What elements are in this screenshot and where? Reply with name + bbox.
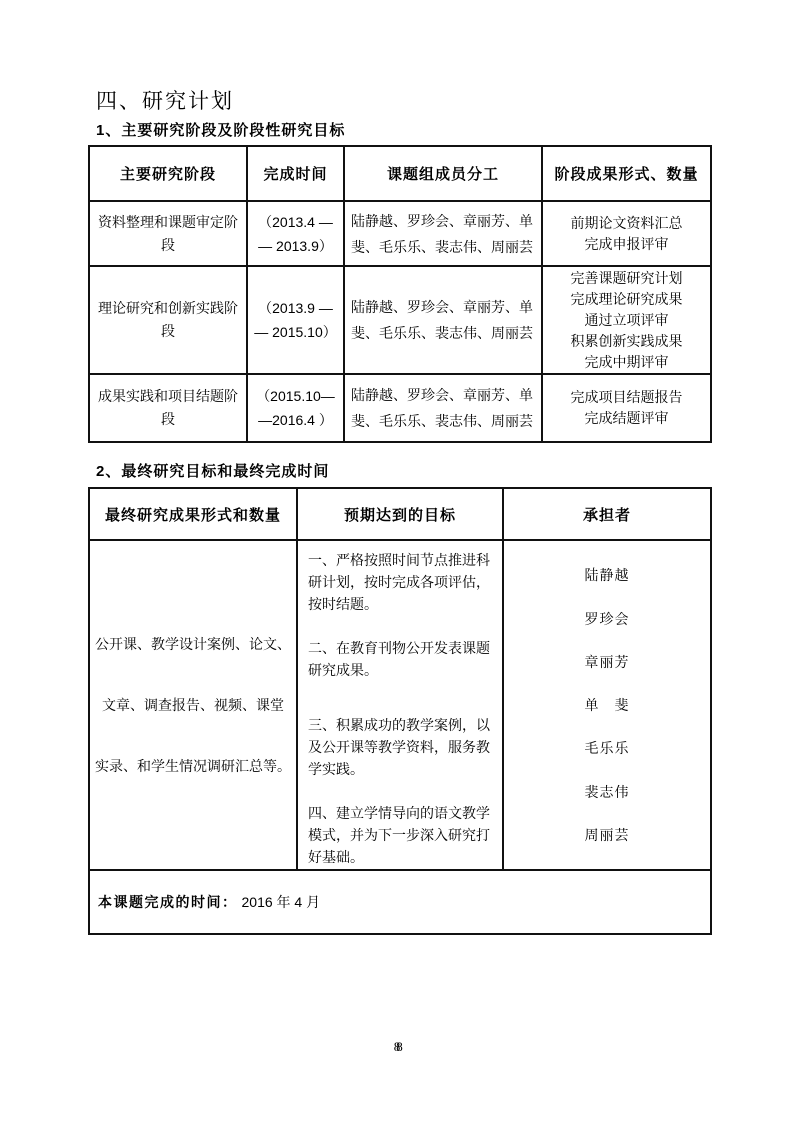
undertaker-name: 裴志伟 [584, 783, 630, 800]
time-line: （2013.9 — [258, 300, 333, 316]
result-line: 完成中期评审 [584, 353, 669, 370]
undertaker-name: 罗珍会 [584, 610, 630, 627]
table-row [89, 540, 711, 870]
undertaker-name: 周丽芸 [584, 826, 630, 843]
stage-cell: 成果实践和项目结题阶段 [89, 374, 247, 442]
page-number: 8 [393, 1039, 401, 1054]
goal-item: 一、严格按照时间节点推进科研计划，按时完成各项评估，按时结题。 [308, 552, 490, 612]
undertaker-name: 单 斐 [584, 697, 630, 713]
research-stages-table [88, 145, 712, 443]
goals-cell [297, 540, 503, 870]
final-goals-table [88, 487, 712, 935]
form-line: 实录、和学生情况调研汇总等。 [95, 758, 291, 774]
completion-label: 本课题完成的时间： [98, 894, 238, 910]
time-cell [247, 266, 344, 374]
result-line: 完成理论研究成果 [570, 290, 683, 307]
time-line: （2015.10— [256, 388, 335, 404]
time-line: —2016.4 ） [258, 412, 333, 428]
t2-header-undertakers: 承担者 [503, 488, 711, 540]
time-line: — 2015.10） [254, 324, 337, 340]
t1-header-results: 阶段成果形式、数量 [542, 146, 711, 201]
completion-row [89, 870, 711, 934]
stage-cell: 理论研究和创新实践阶段 [89, 266, 247, 374]
form-line: 文章、调查报告、视频、课堂 [102, 697, 284, 713]
t2-header-goals: 预期达到的目标 [297, 488, 503, 540]
goal-item: 二、在教育刊物公开发表课题研究成果。 [308, 640, 490, 678]
t1-header-members: 课题组成员分工 [344, 146, 542, 201]
members-cell: 陆静越、罗珍会、章丽芳、单斐、毛乐乐、裴志伟、周丽芸 [344, 266, 542, 374]
completion-value: 2016 年 4 月 [241, 894, 321, 910]
time-cell [247, 201, 344, 266]
section2-heading: 2、最终研究目标和最终完成时间 [96, 463, 330, 480]
result-line: 完成项目结题报告 [570, 389, 683, 405]
undertakers-cell [503, 540, 711, 870]
t2-header-forms: 最终研究成果形式和数量 [89, 488, 297, 540]
time-cell [247, 374, 344, 442]
t1-header-stage: 主要研究阶段 [89, 146, 247, 201]
undertaker-name: 陆静越 [584, 567, 630, 584]
t1-header-time: 完成时间 [247, 146, 344, 201]
results-cell [542, 201, 711, 266]
result-line: 积累创新实践成果 [570, 332, 683, 349]
form-line: 公开课、教学设计案例、论文、 [95, 636, 291, 652]
table-row [89, 201, 711, 266]
results-cell [542, 374, 711, 442]
results-cell [542, 266, 711, 374]
section1-heading: 1、主要研究阶段及阶段性研究目标 [96, 122, 346, 139]
result-line: 通过立项评审 [584, 311, 669, 328]
goal-item: 三、积累成功的教学案例，以及公开课等教学资料，服务教学实践。 [308, 717, 490, 777]
members-cell: 陆静越、罗珍会、章丽芳、单斐、毛乐乐、裴志伟、周丽芸 [344, 374, 542, 442]
result-forms-cell [89, 540, 297, 870]
time-line: （2013.4 — [258, 213, 333, 230]
stage-cell: 资料整理和课题审定阶段 [89, 201, 247, 266]
time-line: — 2013.9） [258, 237, 333, 254]
undertaker-name: 章丽芳 [584, 653, 630, 670]
page-title: 四、研究计划 [96, 90, 234, 113]
table-row [89, 266, 711, 374]
goal-item: 四、建立学情导向的语文教学模式，并为下一步深入研究打好基础。 [308, 805, 490, 865]
table-row [89, 374, 711, 442]
result-line: 完成结题评审 [584, 410, 669, 426]
members-cell: 陆静越、罗珍会、章丽芳、单斐、毛乐乐、裴志伟、周丽芸 [344, 201, 542, 266]
completion-cell [89, 870, 711, 934]
result-line: 前期论文资料汇总 [570, 214, 683, 231]
table-header-row [89, 488, 711, 540]
result-line: 完善课题研究计划 [570, 269, 683, 286]
table-header-row [89, 146, 711, 201]
result-line: 完成申报评审 [584, 235, 669, 252]
undertaker-name: 毛乐乐 [584, 740, 630, 757]
